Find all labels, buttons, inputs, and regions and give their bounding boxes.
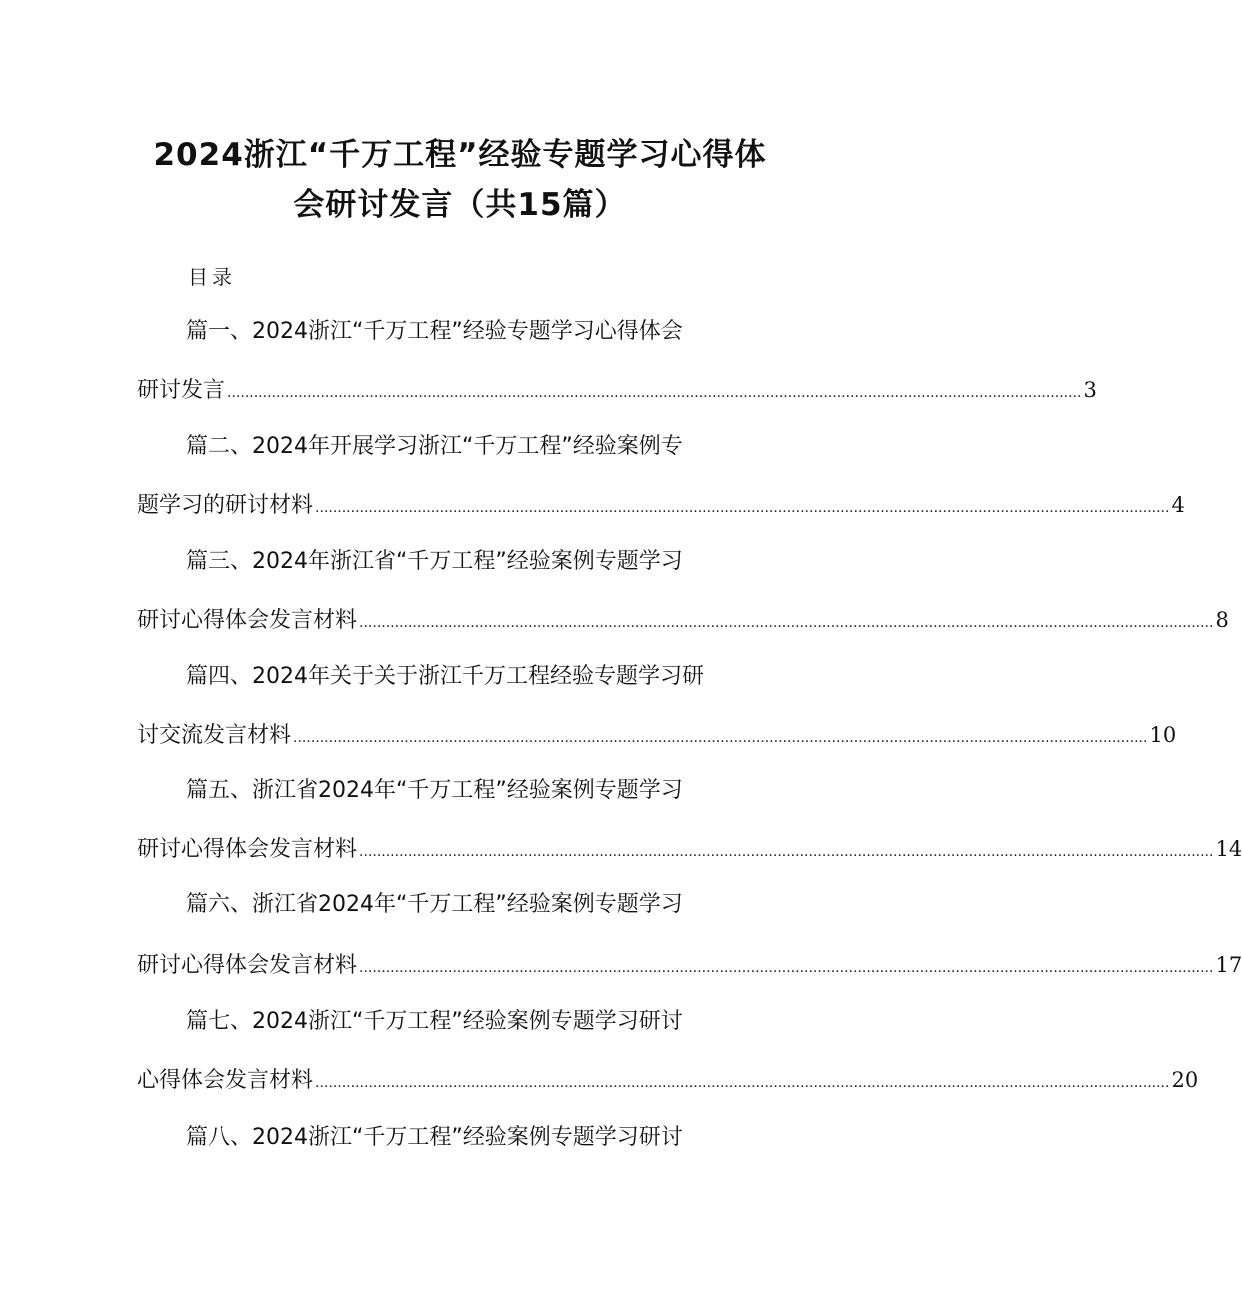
toc-entry-1-title[interactable]: 篇一、2024浙江“千万工程”经验专题学习心得体会 (186, 319, 683, 344)
toc-entry-1-continuation[interactable] (137, 374, 1097, 409)
toc-entry-3-page: 8 (1215, 608, 1229, 632)
toc-entry-4-continuation[interactable] (137, 719, 1177, 754)
toc-entry-4-page: 10 (1149, 723, 1177, 747)
toc-entry-6-page: 17 (1215, 953, 1242, 977)
title-line-2: 会研讨发言（共15篇） (293, 187, 627, 223)
toc-entry-4-title[interactable]: 篇四、2024年关于关于浙江千万工程经验专题学习研 (186, 664, 704, 689)
toc-entry-3-continuation[interactable] (137, 604, 1229, 639)
dot-leader: ................................................................................................................................................................................................ (227, 385, 1082, 401)
toc-entry-8-title[interactable]: 篇八、2024浙江“千万工程”经验案例专题学习研讨 (186, 1125, 683, 1150)
toc-entry-3-title-cont: 研讨心得体会发言材料 (137, 608, 358, 633)
toc-entry-1-title-cont: 研讨发言 (137, 378, 226, 403)
toc-entry-5-continuation[interactable] (137, 833, 1242, 868)
dot-leader: ................................................................................................................................................................................................ (359, 615, 1214, 631)
title-line-1: 2024浙江“千万工程”经验专题学习心得体 (153, 137, 767, 173)
toc-entry-2-title-cont: 题学习的研讨材料 (137, 493, 314, 518)
toc-entry-2-title[interactable]: 篇二、2024年开展学习浙江“千万工程”经验案例专 (186, 434, 683, 459)
dot-leader: ................................................................................................................................................................................................ (359, 960, 1214, 976)
toc-entry-3-title[interactable]: 篇三、2024年浙江省“千万工程”经验案例专题学习 (186, 549, 683, 574)
toc-entry-6-title[interactable]: 篇六、浙江省2024年“千万工程”经验案例专题学习 (186, 892, 683, 917)
toc-heading: 目录 (188, 265, 236, 289)
toc-entry-7-title[interactable]: 篇七、2024浙江“千万工程”经验案例专题学习研讨 (186, 1009, 683, 1034)
dot-leader: ................................................................................................................................................................................................ (315, 1075, 1170, 1091)
toc-entry-5-title-cont: 研讨心得体会发言材料 (137, 837, 358, 862)
document-title (120, 130, 800, 230)
toc-entry-7-page: 20 (1171, 1068, 1199, 1092)
toc-entry-5-page: 14 (1215, 837, 1242, 861)
toc-entry-4-title-cont: 讨交流发言材料 (137, 723, 292, 748)
toc-entry-7-title-cont: 心得体会发言材料 (137, 1068, 314, 1093)
toc-entry-1-page: 3 (1083, 378, 1097, 402)
dot-leader: ................................................................................................................................................................................................ (359, 844, 1214, 860)
toc-entry-7-continuation[interactable] (137, 1064, 1199, 1099)
dot-leader: ................................................................................................................................................................................................ (315, 500, 1170, 516)
dot-leader: ................................................................................................................................................................................................ (293, 730, 1148, 746)
toc-entry-5-title[interactable]: 篇五、浙江省2024年“千万工程”经验案例专题学习 (186, 778, 683, 803)
toc-entry-6-continuation[interactable] (137, 949, 1242, 984)
toc-entry-2-continuation[interactable] (137, 489, 1185, 524)
toc-entry-2-page: 4 (1171, 493, 1185, 517)
toc-entry-6-title-cont: 研讨心得体会发言材料 (137, 953, 358, 978)
